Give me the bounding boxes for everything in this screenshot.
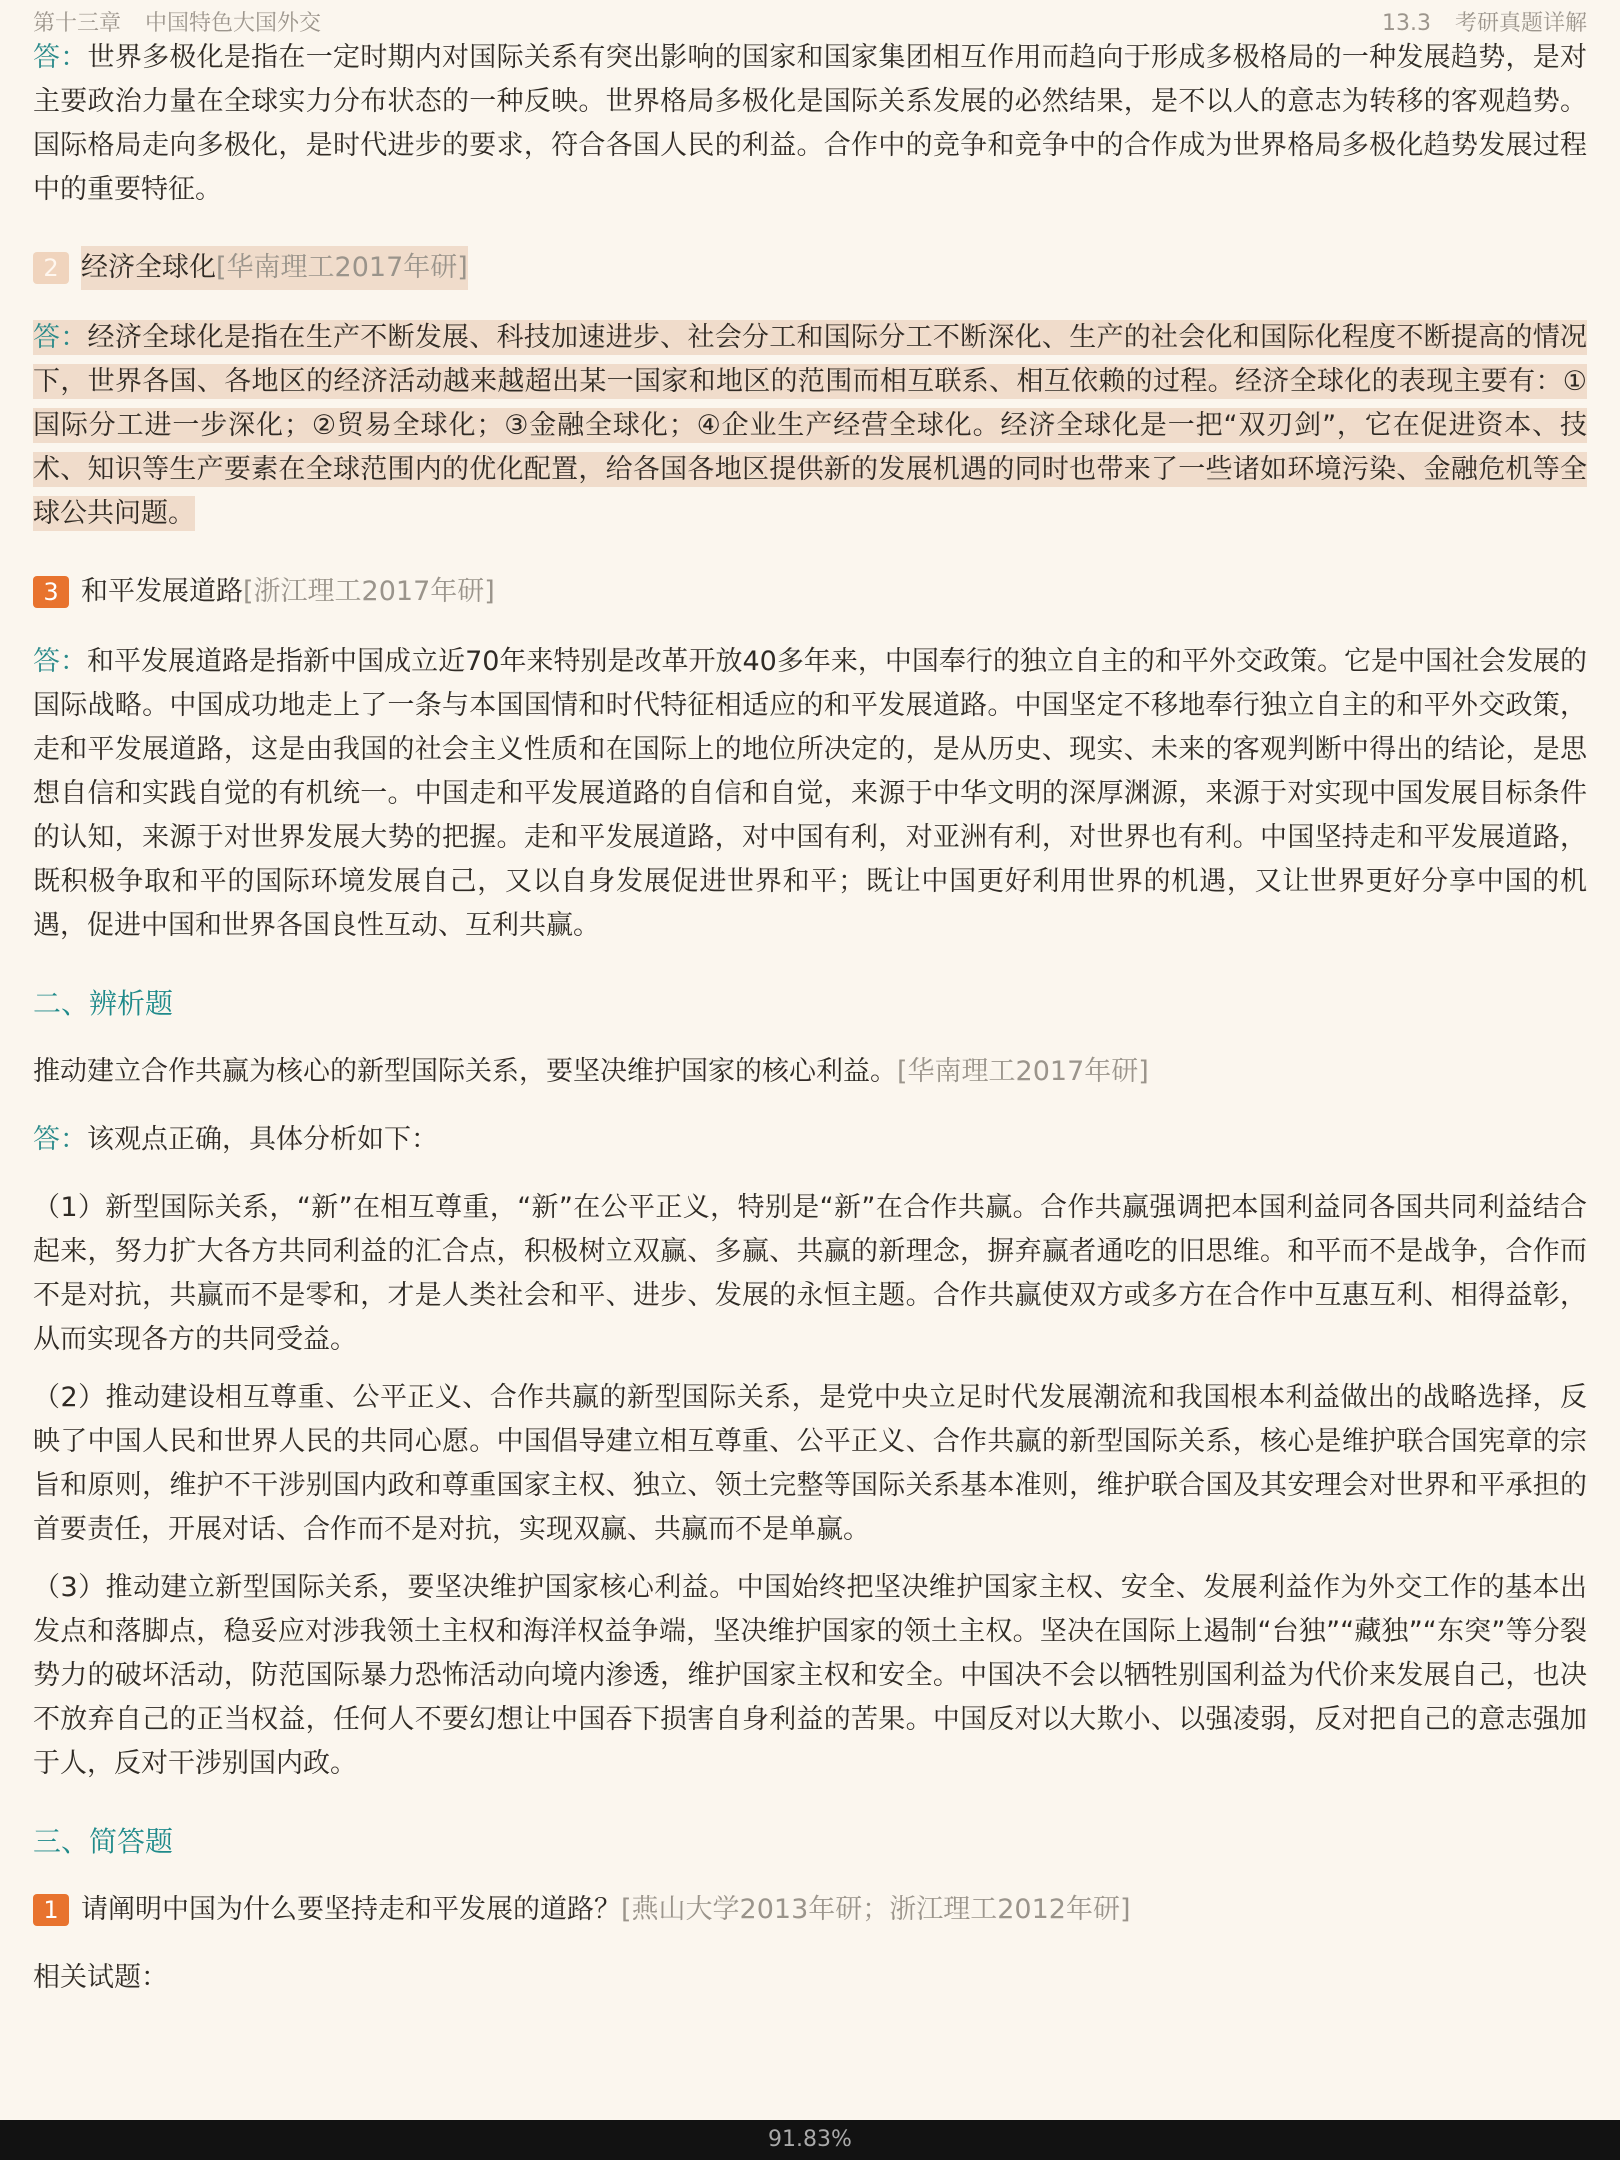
section-heading-short-answer: 三、简答题 <box>33 1825 174 1858</box>
reading-progress-percent: 91.83% <box>768 2127 852 2152</box>
question-number-badge: 1 <box>33 1894 69 1926</box>
question-source: [燕山大学2013年研；浙江理工2012年研] <box>621 1894 1131 1925</box>
answer-label: 答： <box>33 42 88 73</box>
section-number: 13.3 <box>1382 11 1431 36</box>
page-header <box>33 0 1587 40</box>
question-title: 请阐明中国为什么要坚持走和平发展的道路？ <box>81 1894 621 1925</box>
page-content <box>33 36 1587 2000</box>
header-chapter <box>33 6 321 37</box>
analysis-point-1[interactable]: （1）新型国际关系，“新”在相互尊重，“新”在公平正义，特别是“新”在合作共赢。合作共赢强调把本国利益同各国共同利益结合起来，努力扩大各方共同利益的汇合点，积极树立双赢、多赢、共赢的新理念，摒弃赢者通吃的旧思维。和平而不是战争，合作而不是对抗，共赢而不是零和，才是人类社会和平、进步、发展的永恒主题。合作共赢使双方或多方在合作中互惠互利、相得益彰，从而实现各方的共同受益。 <box>33 1192 1587 1355</box>
chapter-title: 中国特色大国外交 <box>145 11 322 36</box>
chapter-number: 第十三章 <box>33 11 122 36</box>
answer-text: 和平发展道路是指新中国成立近70年来特别是改革开放40多年来，中国奉行的独立自主的和平外交政策。它是中国社会发展的国际战略。中国成功地走上了一条与本国国情和时代特征相适应的和平发展道路。中国坚定不移地奉行独立自主的和平外交政策，走和平发展道路，这是由我国的社会主义性质和在国际上的地位所决定的，是从历史、现实、未来的客观判断中得出的结论，是思想自信和实践自觉的有机统一。中国走和平发展道路的自信和自觉，来源于中华文明的深厚渊源，来源于对实现中国发展目标条件的认知，来源于对世界发展大势的把握。走和平发展道路，对中国有利，对亚洲有利，对世界也有利。中国坚持走和平发展道路，既积极争取和平的国际环境发展自己，又以自身发展促进世界和平；既让中国更好利用世界的机遇，又让世界更好分享中国的机遇，促进中国和世界各国良性互动、互利共赢。 <box>33 646 1587 941</box>
question-source: [华南理工2017年研] <box>216 246 468 290</box>
answer-block-2[interactable] <box>33 316 1587 536</box>
question-3[interactable] <box>33 570 1587 614</box>
analysis-answer-intro[interactable] <box>33 1118 1587 1162</box>
analysis-point-3[interactable]: （3）推动建立新型国际关系，要坚决维护国家核心利益。中国始终把坚决维护国家主权、安全、发展利益作为外交工作的基本出发点和落脚点，稳妥应对涉我领土主权和海洋权益争端，坚决维护国家的领土主权。坚决在国际上遏制“台独”“藏独”“东突”等分裂势力的破坏活动，防范国际暴力恐怖活动向境内渗透，维护国家主权和安全。中国决不会以牺牲别国利益为代价来发展自己，也决不放弃自己的正当权益，任何人不要幻想让中国吞下损害自身利益的苦果。中国反对以大欺小、以强凌弱，反对把自己的意志强加于人，反对干涉别国内政。 <box>33 1572 1587 1779</box>
answer-intro-text: 该观点正确，具体分析如下： <box>87 1124 438 1155</box>
answer-label: 答： <box>33 1124 87 1155</box>
short-answer-question-1[interactable] <box>33 1888 1587 1932</box>
header-section <box>1382 6 1587 37</box>
answer-block-1[interactable] <box>33 36 1587 212</box>
question-title: 经济全球化 <box>81 246 216 290</box>
reading-progress-bar <box>0 2120 1620 2160</box>
answer-label: 答： <box>33 646 88 677</box>
answer-text-highlighted: 经济全球化是指在生产不断发展、科技加速进步、社会分工和国际分工不断深化、生产的社会化和国际化程度不断提高的情况下，世界各国、各地区的经济活动越来越超出某一国家和地区的范围而相互联系、相互依赖的过程。经济全球化的表现主要有：①国际分工进一步深化；②贸易全球化；③金融全球化；④企业生产经营全球化。经济全球化是一把“双刃剑”，它在促进资本、技术、知识等生产要素在全球范围内的优化配置，给各国各地区提供新的发展机遇的同时也带来了一些诸如环境污染、金融危机等全球公共问题。 <box>33 322 1588 529</box>
analysis-statement[interactable] <box>33 1050 1587 1094</box>
question-number-badge: 3 <box>33 576 69 608</box>
section-heading-analysis: 二、辨析题 <box>33 987 174 1020</box>
answer-block-3[interactable] <box>33 640 1587 948</box>
statement-text: 推动建立合作共赢为核心的新型国际关系，要坚决维护国家的核心利益。 <box>33 1056 897 1087</box>
related-questions-label: 相关试题： <box>33 1962 168 1993</box>
analysis-point-2[interactable]: （2）推动建设相互尊重、公平正义、合作共赢的新型国际关系，是党中央立足时代发展潮流和我国根本利益做出的战略选择，反映了中国人民和世界人民的共同心愿。中国倡导建立相互尊重、公平正义、合作共赢的新型国际关系，核心是维护联合国宪章的宗旨和原则，维护不干涉别国内政和尊重国家主权、独立、领土完整等国际关系基本准则，维护联合国及其安理会对世界和平承担的首要责任，开展对话、合作而不是对抗，实现双赢、共赢而不是单赢。 <box>33 1382 1587 1545</box>
answer-text: 世界多极化是指在一定时期内对国际关系有突出影响的国家和国家集团相互作用而趋向于形成多极格局的一种发展趋势，是对主要政治力量在全球实力分布状态的一种反映。世界格局多极化是国际关系发展的必然结果，是不以人的意志为转移的客观趋势。国际格局走向多极化，是时代进步的要求，符合各国人民的利益。合作中的竞争和竞争中的合作成为世界格局多极化趋势发展过程中的重要特征。 <box>33 42 1588 205</box>
question-2[interactable] <box>33 246 1587 290</box>
question-number-badge: 2 <box>33 252 69 284</box>
question-title: 和平发展道路 <box>81 576 243 607</box>
statement-source: [华南理工2017年研] <box>897 1056 1149 1087</box>
answer-label: 答： <box>33 322 88 353</box>
question-source: [浙江理工2017年研] <box>243 576 495 607</box>
section-title: 考研真题详解 <box>1454 11 1587 36</box>
